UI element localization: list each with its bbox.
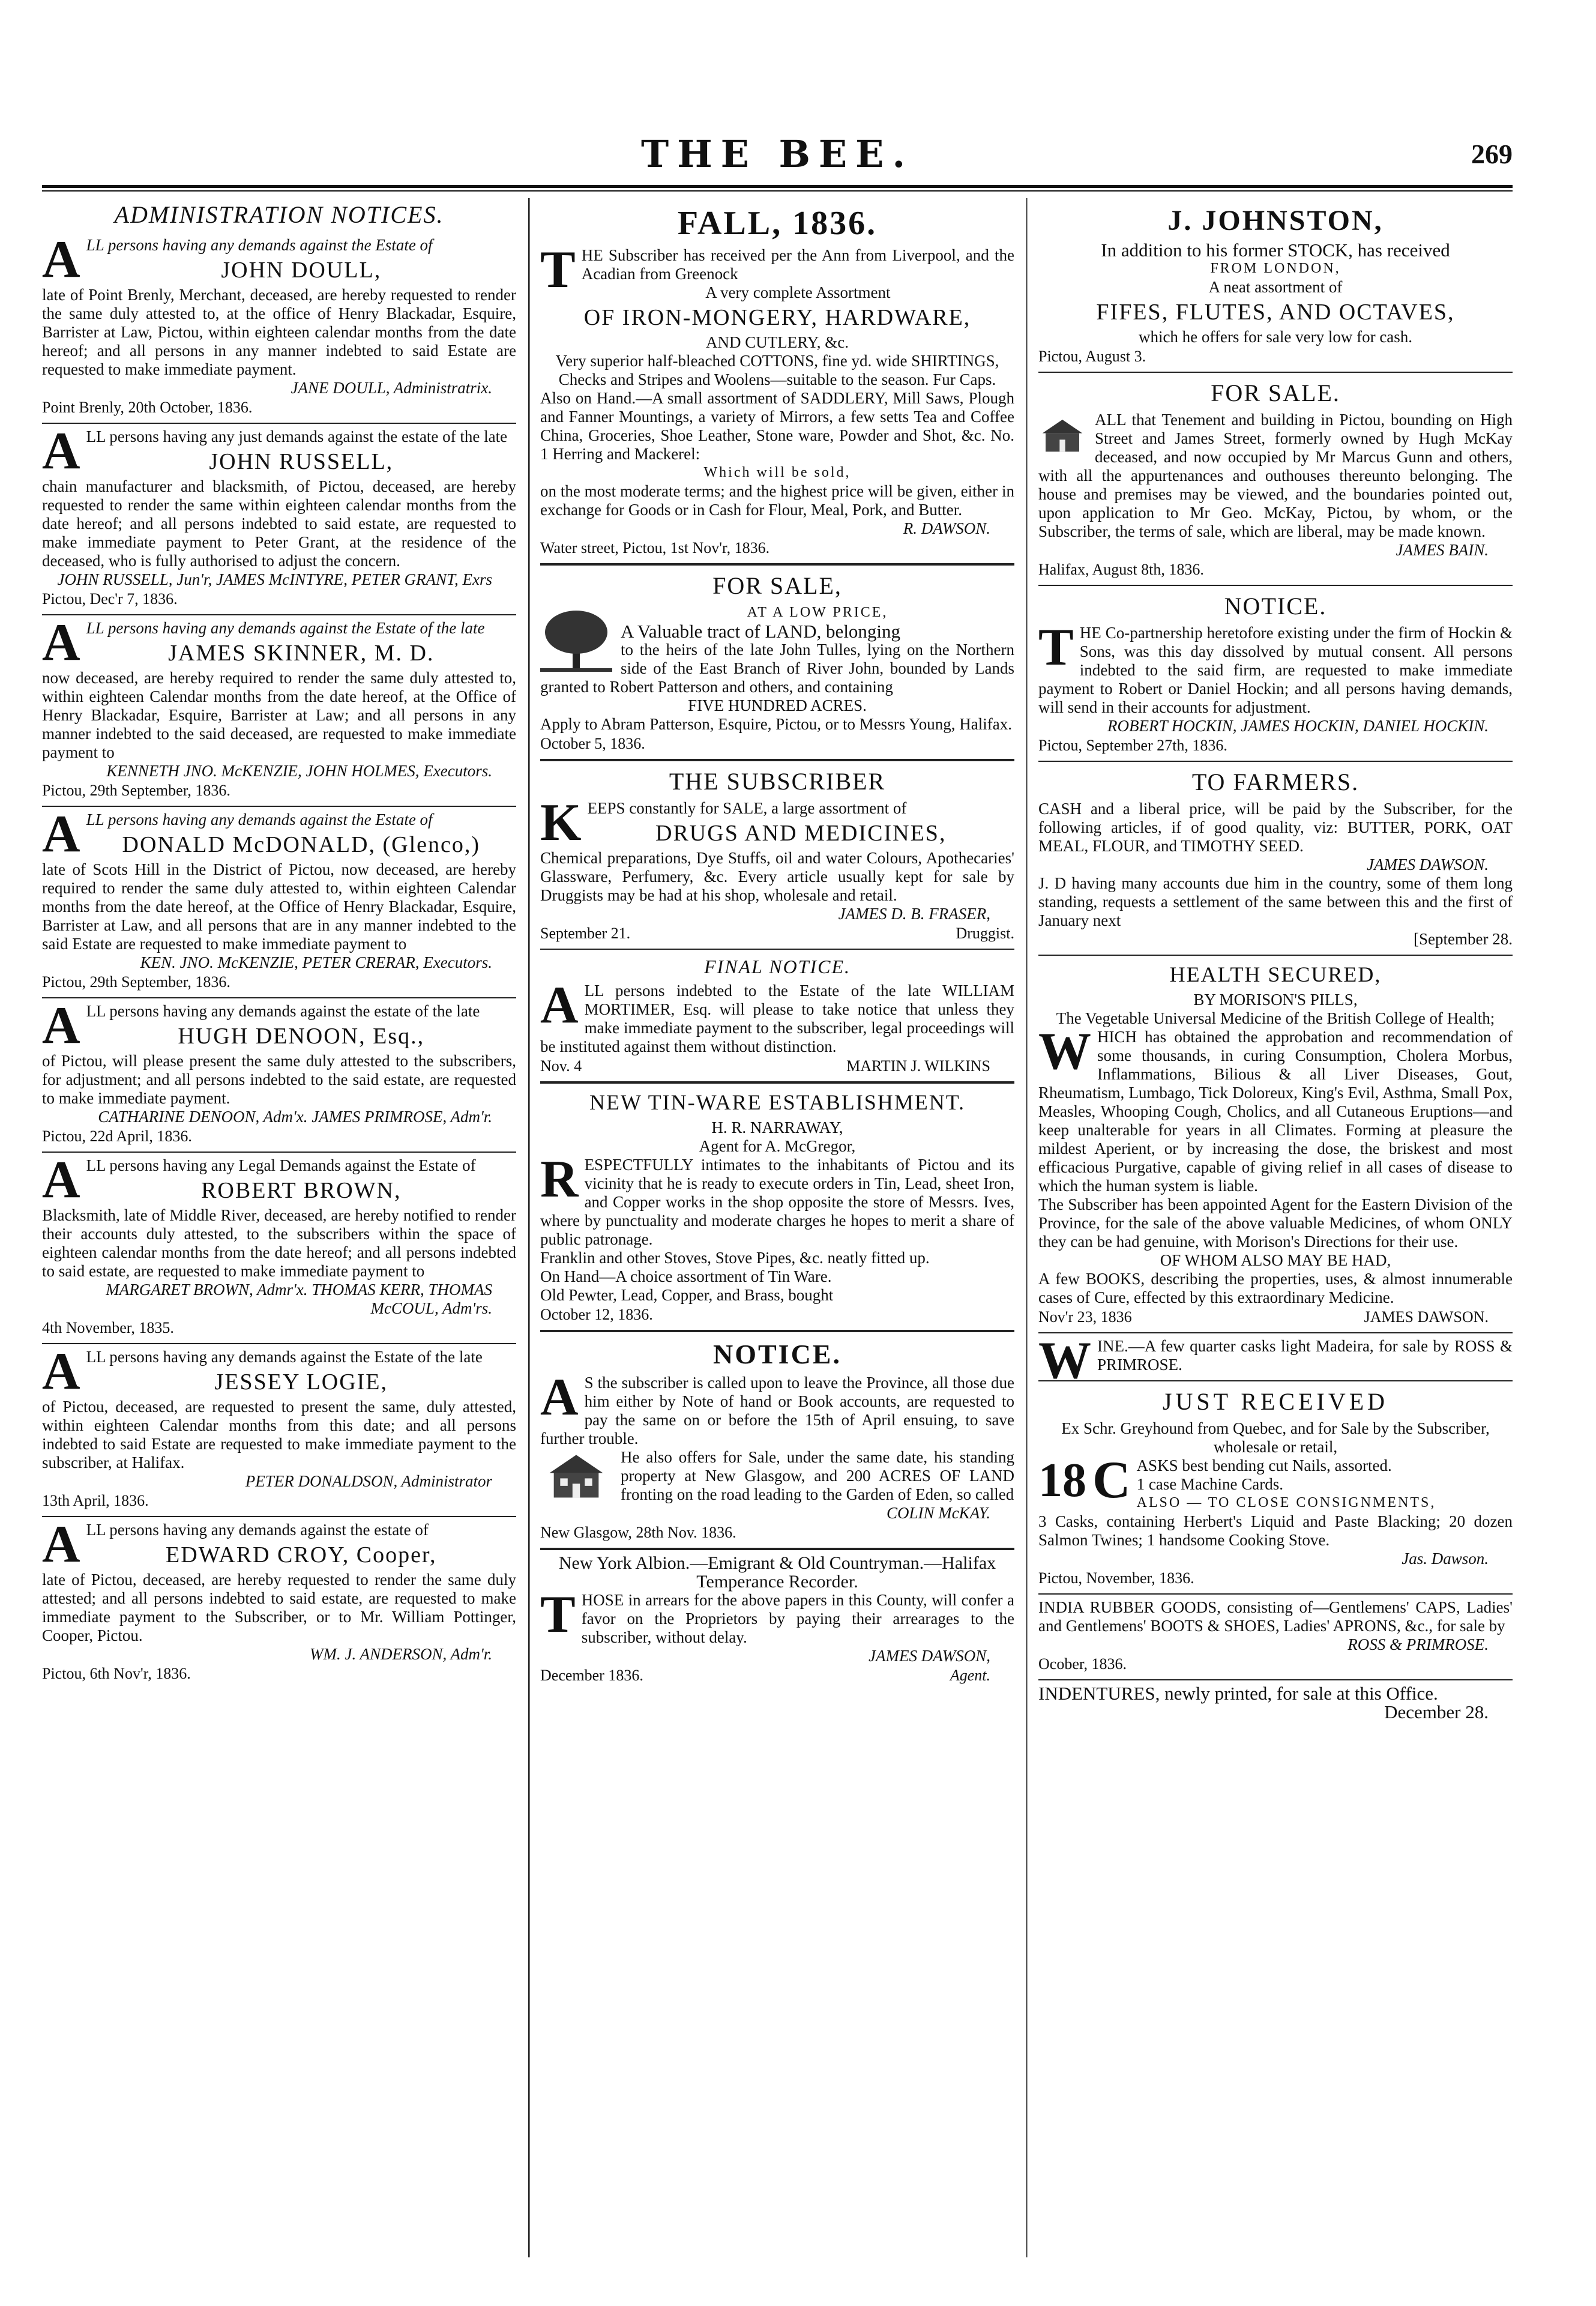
notice-john-doull <box>42 232 516 423</box>
notice-signature: KEN. JNO. McKENZIE, PETER CRERAR, Executors. <box>140 953 492 971</box>
ad-body: INE.—A few quarter casks light Madeira, for sale by ROSS & PRIMROSE. <box>1097 1337 1513 1374</box>
ad-role: Agent. <box>950 1667 990 1684</box>
ad-body: ALL that Tenement and building in Pictou, bounding on High Street and James Street, formerly owned by Hugh McKay deceased, and now occupied by Mr Marcus Gunn and others, with all the appurtenances and outhouses thereunto belonging. The house and premises may be viewed, and the boundaries pointed out, upon application to Mr Geo. McKay, Pictou, by whom, or the Subscriber, the terms of sale, which are liberal, may be made known. <box>1038 411 1513 540</box>
column-advertisements-right <box>1038 198 1513 2257</box>
column-advertisements-middle <box>540 198 1014 2257</box>
ad-body: ESPECTFULLY intimates to the inhabitants of Pictou and its vicinity that he is ready to execute orders in Tin, Lead, sheet Iron, and Copper works in the shop opposite the store of Messrs. Ives, where by punctuality and moderate charges he hopes to merit a share of public patronage. <box>540 1156 1014 1248</box>
ad-wine <box>1038 1332 1513 1390</box>
ad-date: December 1836. <box>540 1667 643 1684</box>
ad-body: HICH has obtained the approbation and recommendation of some thousands, in curing Consumption, Cholera Morbus, Inflammations, Bilious & all Liver Diseases, Gout, Rheumatism, Lumbago, Tick Doloreux, King's Evil, Asthma, Small Pox, Measles, Whooping Cough, Cholics, and all Cutaneous Eruptions—and keep unalterable for years in all Climates. Forming at pleasure the mildest Aperient, or by increasing the dose, the briskest and most efficacious Purgative, capable of giving relief in all cases of disease to which the human system is liable. <box>1038 1028 1513 1195</box>
ad-body: S the subscriber is called upon to leave the Province, all those due him either by Note of hand or Book accounts, are requested to pay the same on or before the 15th of April ensuing, to save further trouble. <box>540 1374 1014 1447</box>
ad-hockin-notice <box>1038 585 1513 761</box>
ad-body: In addition to his former STOCK, has received <box>1101 240 1450 261</box>
drop-cap: W <box>1038 1022 1091 1081</box>
ad-body: to the heirs of the late John Tulles, lying on the Northern side of the East Branch of River John, bounded by Lands granted to Robert Patterson and others, and containing <box>540 641 1014 696</box>
ad-date: [September 28. <box>1414 930 1513 948</box>
ad-title: FINAL NOTICE. <box>703 956 851 977</box>
ad-body: A few BOOKS, describing the properties, uses, & almost innumerable cases of Cure, effected by this extraordinary Medicine. <box>1038 1270 1513 1306</box>
ad-subhead: AND CUTLERY, &c. <box>705 333 849 351</box>
ad-subhead: A neat assortment of <box>1208 278 1343 296</box>
ad-fall-1836 <box>540 198 1014 563</box>
ad-body: Franklin and other Stoves, Stove Pipes, &c. neatly fitted up. <box>540 1249 930 1267</box>
drop-cap: A <box>42 1515 80 1574</box>
ad-date: Ocober, 1836. <box>1038 1655 1127 1673</box>
ad-title: NEW TIN-WARE ESTABLISHMENT. <box>589 1090 966 1114</box>
ad-date: October 12, 1836. <box>540 1306 653 1323</box>
ad-title: NOTICE. <box>1224 593 1327 620</box>
notice-body: of Pictou, deceased, are requested to present the same, duly attested, within eighteen Calendar months from this date; and all persons indebted to said Estate are requested to make immediate payment to the subscriber, at Halifax. <box>42 1398 516 1471</box>
ad-body: 3 Casks, containing Herbert's Liquid and Paste Blacking; 20 dozen Salmon Twines; 1 handsome Cooking Stove. <box>1038 1512 1513 1549</box>
ad-body: Also on Hand.—A small assortment of SADDLERY, Mill Saws, Plough and Fanner Mountings, a variety of Mirrors, a few setts Tea and Coffee China, Groceries, Shoe Leather, Stone ware, Powder and Shot, &c. No. 1 Herring and Mackerel: <box>540 389 1014 463</box>
deceased-name: EDWARD CROY, Cooper, <box>166 1542 437 1568</box>
ad-subhead: FROM LONDON, <box>1210 261 1341 276</box>
notice-date: Pictou, Dec'r 7, 1836. <box>42 590 178 608</box>
drop-cap: A <box>42 805 80 863</box>
ad-signature: JAMES DAWSON. <box>1364 1308 1489 1326</box>
ad-signature: Jas. Dawson. <box>1402 1550 1489 1568</box>
ad-signature: COLIN McKAY. <box>886 1504 990 1522</box>
ad-signature: JAMES BAIN. <box>1396 541 1489 559</box>
ad-date: New Glasgow, 28th Nov. 1836. <box>540 1524 736 1541</box>
deceased-name: JAMES SKINNER, M. D. <box>168 641 435 666</box>
notice-james-skinner <box>42 614 516 806</box>
notice-body: of Pictou, will please present the same duly attested to the subscribers, for adjustment; and all persons indebted to the said estate, are requested to make immediate payment. <box>42 1052 516 1107</box>
ad-body: INDIA RUBBER GOODS, consisting of—Gentlemens' CAPS, Ladies' and Gentlemens' BOOTS & SHOES, Ladies' APRONS, &c., for sale by <box>1038 1598 1513 1635</box>
drop-cap: T <box>1038 618 1074 677</box>
ad-title: HEALTH SECURED, <box>1169 962 1382 986</box>
ad-drugs-medicines <box>540 759 1014 949</box>
column-administration-notices <box>42 198 516 2257</box>
notice-date: Pictou, 6th Nov'r, 1836. <box>42 1665 191 1682</box>
ad-signature: R. DAWSON. <box>903 519 990 537</box>
tree-woodcut-icon <box>540 607 612 673</box>
notice-body: late of Point Brenly, Merchant, deceased, are hereby requested to render the same duly attested to, at the office of Henry Blackadar, Esquire, Barrister at Law, Pictou, within eighteen calendar months from the date hereof; and all persons in any manner indebted to said Estate are requested to make immediate payment. <box>42 286 516 378</box>
ad-date: Water street, Pictou, 1st Nov'r, 1836. <box>540 539 770 557</box>
ad-title: JUST RECEIVED <box>1162 1388 1389 1415</box>
ad-morisons-pills <box>1038 955 1513 1332</box>
ad-date: Pictou, November, 1836. <box>1038 1569 1194 1587</box>
ad-body: J. D having many accounts due him in the country, some of them long standing, requests a settlement of the same between this and the first of January next <box>1038 874 1513 929</box>
ad-subhead: A very complete Assortment <box>705 283 891 301</box>
drop-cap: A <box>42 997 80 1055</box>
drop-cap: A <box>42 422 80 480</box>
ad-subhead: AT A LOW PRICE, <box>747 605 888 620</box>
notice-signature: PETER DONALDSON, Administrator <box>245 1472 492 1490</box>
ad-just-received <box>1038 1380 1513 1593</box>
deceased-name: HUGH DENOON, Esq., <box>178 1024 425 1049</box>
notice-jessey-logie <box>42 1343 516 1516</box>
ad-title: New York Albion.—Emigrant & Old Countryman.—Halifax Temperance Recorder. <box>558 1553 996 1592</box>
ad-subhead: FIFES, FLUTES, AND OCTAVES, <box>1096 300 1455 325</box>
notice-intro: LL persons having any just demands against the estate of the late <box>86 427 508 445</box>
masthead-title: THE BEE. <box>640 132 914 176</box>
ad-title: FOR SALE, <box>712 572 842 599</box>
notice-body: late of Pictou, deceased, are hereby requested to render the same duly attested; and all persons indebted to said estate, are requested to make immediate payment to the Subscriber, or to Mr. William Pottinger, Cooper, Pictou. <box>42 1571 516 1644</box>
deceased-name: JOHN DOULL, <box>221 258 382 283</box>
drop-cap: K <box>540 794 582 852</box>
ad-date-line <box>1038 1308 1513 1326</box>
ad-date: Nov. 4 <box>540 1057 582 1075</box>
section-title: ADMINISTRATION NOTICES. <box>114 201 444 228</box>
ad-notice-mckay <box>540 1330 1014 1548</box>
notice-john-russell <box>42 423 516 614</box>
ad-body: which he offers for sale very low for cash. <box>1138 328 1413 346</box>
drop-cap: A <box>540 976 579 1034</box>
drop-cap: R <box>540 1150 579 1209</box>
notice-intro: LL persons having any demands against the Estate of <box>86 810 433 829</box>
drop-cap: A <box>42 231 80 289</box>
notice-date: 13th April, 1836. <box>42 1492 149 1509</box>
ad-subhead: Which will be sold, <box>703 465 851 480</box>
ad-title: FOR SALE. <box>1211 379 1340 406</box>
ad-tin-ware <box>540 1081 1014 1330</box>
ad-body: Chemical preparations, Dye Stuffs, oil and water Colours, Apothecaries' Glassware, Perfumery, &c. Every article usually kept for sale by Druggists may be had at his shop, wholesale and retail. <box>540 849 1014 904</box>
ad-body: LL persons indebted to the Estate of the late WILLIAM MORTIMER, Esq. will please to take notice that unless they make immediate payment to the subscriber, legal proceedings will be instituted against them without distinction. <box>540 982 1014 1055</box>
ad-body: HE Subscriber has received per the Ann from Liverpool, and the Acadian from Greenock <box>581 246 1014 283</box>
ad-indentures <box>1038 1679 1513 1727</box>
ad-date-line <box>540 1057 1014 1075</box>
ad-signature: ROBERT HOCKIN, JAMES HOCKIN, DANIEL HOCKIN. <box>1107 717 1489 735</box>
ad-body: CASH and a liberal price, will be paid by the Subscriber, for the following articles, if of good quality, viz: BUTTER, PORK, OAT MEAL, FLOUR, and TIMOTHY SEED. <box>1038 800 1513 855</box>
ad-title: FALL, 1836. <box>677 205 878 242</box>
notice-signature: JANE DOULL, Administratrix. <box>291 379 492 397</box>
ad-body: Very superior half-bleached COTTONS, fine yd. wide SHIRTINGS, Checks and Stripes and Woolens—suitable to the season. Fur Caps. <box>555 352 999 388</box>
notice-signature: MARGARET BROWN, Admr'x. THOMAS KERR, THOMAS McCOUL, Adm'rs. <box>106 1281 492 1317</box>
ad-subhead: ALSO — TO CLOSE CONSIGNMENTS, <box>1136 1495 1436 1511</box>
notice-intro: LL persons having any demands against the Estate of the late <box>86 1348 483 1366</box>
drop-cap: A <box>42 1151 80 1209</box>
ad-lead: A Valuable tract of LAND, belonging <box>621 621 901 642</box>
ad-subhead: DRUGS AND MEDICINES, <box>655 821 947 846</box>
ad-body: EEPS constantly for SALE, a large assortment of <box>587 799 907 817</box>
deceased-name: DONALD McDONALD, (Glenco,) <box>122 832 481 857</box>
ad-body: He also offers for Sale, under the same date, his standing property at New Glasgow, and 200 ACRES OF LAND fronting on the road leading to the Garden of Eden, so called <box>621 1448 1014 1503</box>
notice-body: late of Scots Hill in the District of Pictou, now deceased, are hereby required to render the same duly attested to, within eighteen Calendar months from the date hereof, at the Office of Henry Blackadar, Esquire, Barrister at Law, and all persons that are in any manner indebted to the said Estate are requested to make immediate payment to <box>42 860 516 953</box>
notice-intro: LL persons having any demands against the Estate of the late <box>86 619 485 637</box>
ad-body: HOSE in arrears for the above papers in this County, will confer a favor on the Proprietors by paying their arrearages to the subscriber, without delay. <box>581 1591 1014 1646</box>
ad-signature: JAMES DAWSON, <box>869 1647 990 1665</box>
notice-body: Blacksmith, late of Middle River, deceased, are hereby notified to render their accounts duly attested, to the subscribers within the space of eighteen calendar months from the date hereof; and all persons indebted to said estate, are requested to make immediate payment to <box>42 1206 516 1280</box>
notice-date: Pictou, 22d April, 1836. <box>42 1127 192 1145</box>
notice-intro: LL persons having any demands against the estate of <box>86 1521 429 1539</box>
ad-johnston <box>1038 198 1513 372</box>
notice-signature: JOHN RUSSELL, Jun'r, JAMES McINTYRE, PETER GRANT, Exrs <box>57 570 492 588</box>
notice-date: Pictou, 29th September, 1836. <box>42 782 230 799</box>
ad-date: October 5, 1836. <box>540 735 645 752</box>
notice-intro: LL persons having any Legal Demands against the Estate of <box>86 1156 476 1174</box>
ad-title: TO FARMERS. <box>1191 768 1360 795</box>
ad-body: 1 case Machine Cards. <box>1136 1475 1283 1493</box>
ad-apply: Apply to Abram Patterson, Esquire, Pictou, or to Messrs Young, Halifax. <box>540 715 1012 733</box>
ad-body: HE Co-partnership heretofore existing under the firm of Hockin & Sons, was this day dissolved by mutual consent. All persons indebted to the said firm, are requested to make immediate payment to Robert or Daniel Hockin; and all persons having demands, will send in their accounts for adjustment. <box>1038 624 1513 716</box>
drop-cap: T <box>540 241 576 299</box>
masthead <box>42 120 1513 186</box>
notice-edward-croy <box>42 1516 516 1689</box>
page-number: 269 <box>1471 139 1513 169</box>
newspaper-page <box>42 120 1513 2257</box>
ad-body: INDENTURES, newly printed, for sale at this Office. <box>1038 1683 1438 1704</box>
ad-acres: FIVE HUNDRED ACRES. <box>688 696 867 714</box>
drop-cap: A <box>42 1342 80 1401</box>
notice-signature: WM. J. ANDERSON, Adm'r. <box>309 1645 492 1663</box>
notice-body: now deceased, are hereby required to render the same duly attested to, within eighteen Calendar months from the date hereof, at the Office of Henry Blackadar, Esquire, Barrister at Law; and all persons in any manner indebted to the said deceased, are requested to make immediate payment to <box>42 669 516 761</box>
drop-cap: C <box>1092 1451 1131 1509</box>
ad-date: December 28. <box>1384 1701 1489 1722</box>
ad-name: H. R. NARRAWAY, <box>711 1118 843 1136</box>
deceased-name: JESSEY LOGIE, <box>214 1369 388 1395</box>
ad-date <box>540 925 1014 943</box>
masthead-rule <box>42 185 1513 192</box>
notice-date: Pictou, 29th September, 1836. <box>42 973 230 991</box>
ad-date: Pictou, September 27th, 1836. <box>1038 737 1227 754</box>
ad-subhead: OF WHOM ALSO MAY BE HAD, <box>1160 1251 1391 1269</box>
ad-signature: JAMES D. B. FRASER, <box>838 905 990 923</box>
ad-india-rubber <box>1038 1593 1513 1679</box>
notice-intro: LL persons having any demands against the estate of the late <box>86 1002 480 1020</box>
ad-subhead: BY MORISON'S PILLS, <box>1193 991 1358 1009</box>
drop-cap: T <box>540 1586 576 1644</box>
house-woodcut-icon <box>540 1452 612 1500</box>
ad-to-farmers <box>1038 761 1513 955</box>
notice-robert-brown <box>42 1151 516 1343</box>
column-divider <box>1026 198 1028 2257</box>
ad-land-for-sale <box>540 563 1014 759</box>
ad-subhead: OF IRON-MONGERY, HARDWARE, <box>583 305 971 330</box>
ad-role: Druggist. <box>956 925 1014 942</box>
ad-signature: ROSS & PRIMROSE. <box>1348 1635 1489 1653</box>
ad-newspapers-arrears <box>540 1548 1014 1691</box>
notice-date: 4th November, 1835. <box>42 1319 174 1336</box>
ad-body: On Hand—A choice assortment of Tin Ware. <box>540 1267 832 1285</box>
notice-intro: LL persons having any demands against the Estate of <box>86 236 433 254</box>
ad-agent: Agent for A. McGregor, <box>699 1137 856 1155</box>
ad-subhead: Ex Schr. Greyhound from Quebec, and for Sale by the Subscriber, wholesale or retail, <box>1061 1419 1490 1456</box>
ad-date: Pictou, August 3. <box>1038 348 1146 365</box>
notice-donald-mcdonald <box>42 806 516 997</box>
notice-signature: CATHARINE DENOON, Adm'x. JAMES PRIMROSE, Adm'r. <box>98 1108 492 1126</box>
ad-body: on the most moderate terms; and the highest price will be given, either in exchange for Goods or in Cash for Flour, Meal, Pork, and Butter. <box>540 482 1014 519</box>
ad-date: Nov'r 23, 1836 <box>1038 1308 1132 1326</box>
ad-body: The Subscriber has been appointed Agent for the Eastern Division of the Province, for the sale of the above valuable Medicines, of whom ONLY they can be had genuine, with Morison's Directions for their use. <box>1038 1195 1513 1251</box>
ad-body: ASKS best bending cut Nails, assorted. <box>1136 1456 1392 1474</box>
ad-title: J. JOHNSTON, <box>1167 205 1384 237</box>
ad-title: NOTICE. <box>713 1339 842 1369</box>
drop-cap: A <box>540 1368 579 1426</box>
column-divider <box>528 198 530 2257</box>
ad-subhead: The Vegetable Universal Medicine of the British College of Health; <box>1056 1009 1495 1027</box>
drop-cap: A <box>42 614 80 672</box>
ad-quantity: 18 <box>1038 1454 1086 1507</box>
ad-date: Halifax, August 8th, 1836. <box>1038 561 1204 578</box>
notice-body: chain manufacturer and blacksmith, of Pictou, deceased, are hereby requested to render the same within eighteen calendar months from the date hereof; and all persons indebted to said estate, are requested to make immediate payment to Peter Grant, at the residence of the deceased, who is fully authorised to adjust the concern. <box>42 477 516 570</box>
ad-signature: MARTIN J. WILKINS <box>846 1057 990 1075</box>
notice-signature: KENNETH JNO. McKENZIE, JOHN HOLMES, Executors. <box>106 762 492 780</box>
ad-final-notice <box>540 949 1014 1081</box>
ad-date-line <box>540 1667 1014 1685</box>
ad-body: Old Pewter, Lead, Copper, and Brass, bought <box>540 1286 834 1304</box>
deceased-name: ROBERT BROWN, <box>201 1178 402 1203</box>
notice-hugh-denoon <box>42 997 516 1151</box>
ad-signature: JAMES DAWSON. <box>1367 856 1489 874</box>
house-woodcut-icon <box>1038 414 1086 456</box>
ad-date-text: September 21. <box>540 925 631 942</box>
deceased-name: JOHN RUSSELL, <box>209 449 394 474</box>
notice-date: Point Brenly, 20th October, 1836. <box>42 399 253 416</box>
ad-title: THE SUBSCRIBER <box>669 768 886 795</box>
ad-tenement-for-sale <box>1038 372 1513 585</box>
drop-cap: W <box>1038 1332 1091 1390</box>
